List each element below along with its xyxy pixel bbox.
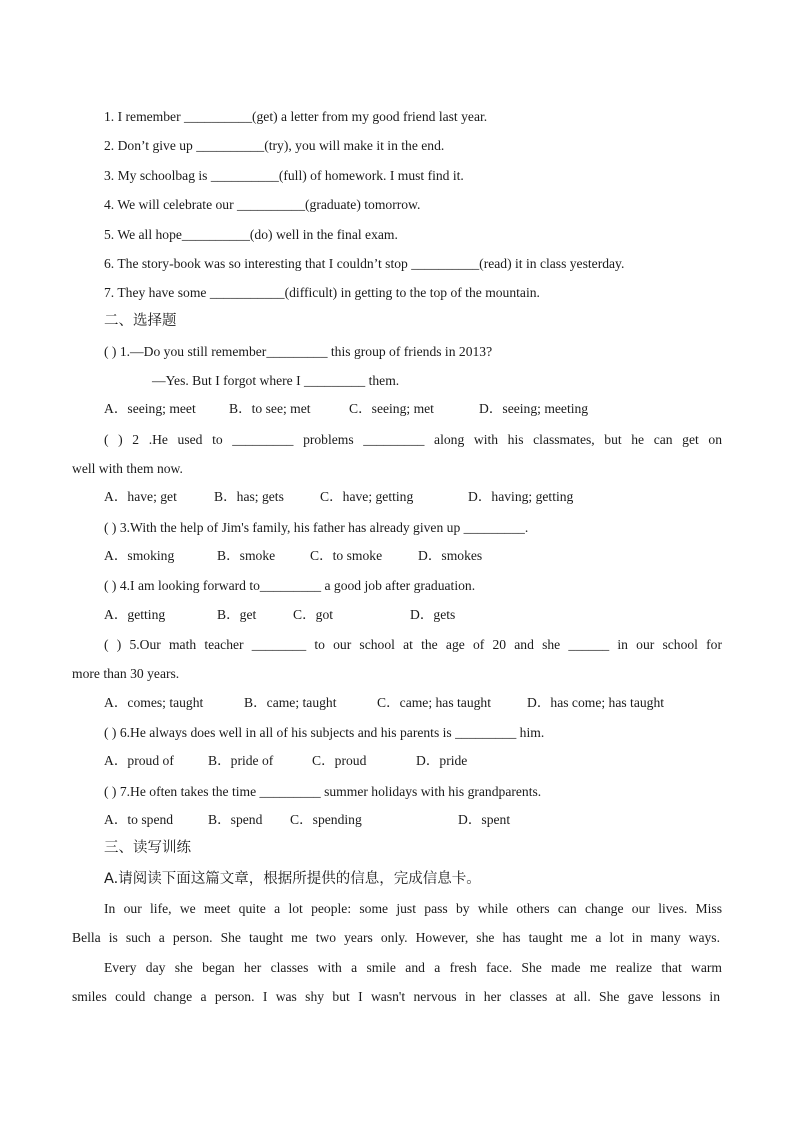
option-d: D．spent [458,812,511,827]
choice-options-5 [104,694,722,712]
passage-paragraph-1-line-2: Bella is such a person. She taught me two years only. However, she has taught me a lot in many ways. [72,930,720,945]
option-a: A．getting [104,607,166,622]
option-a: A．to spend [104,812,174,827]
choice-options-1 [104,400,722,418]
choice-options-6 [104,752,722,770]
fill-item-1: 1. I remember __________(get) a letter from my good friend last year. [104,109,488,124]
option-c: C．spending [290,812,362,827]
option-a: A．seeing; meet [104,401,196,416]
passage-paragraph-2-line-1: Every day she began her classes with a smile and a fresh face. She made me realize that warm [104,960,722,975]
reading-instruction: A.请阅读下面这篇文章，根据所提供的信息，完成信息卡。 [104,871,481,887]
section-heading-choice: 二、选择题 [104,313,177,329]
fill-item-4: 4. We will celebrate our __________(graduate) tomorrow. [104,197,421,212]
option-d: D．smokes [418,548,483,563]
option-b: B．has; gets [214,489,284,504]
choice-options-3 [104,547,722,565]
fill-item-7: 7. They have some ___________(difficult) in getting to the top of the mountain. [104,285,540,300]
fill-item-5: 5. We all hope__________(do) well in the final exam. [104,227,398,242]
option-a: A．smoking [104,548,175,563]
option-b: B．smoke [217,548,276,563]
section-heading-reading: 三、读写训练 [104,840,191,856]
option-a: A．have; get [104,489,177,504]
fill-item-6: 6. The story-book was so interesting that I couldn’t stop __________(read) it in class yesterday. [104,256,625,271]
choice-question-5-continued: more than 30 years. [72,666,180,681]
fill-item-2: 2. Don’t give up __________(try), you will make it in the end. [104,138,445,153]
option-b: B．spend [208,812,263,827]
choice-question-3: ( ) 3.With the help of Jim's family, his father has already given up _________. [104,520,529,535]
option-c: C．to smoke [310,548,383,563]
choice-question-2: ( ) 2 .He used to _________ problems _________ along with his classmates, but he can get on [104,432,722,447]
option-a: A．proud of [104,753,174,768]
option-d: D．having; getting [468,489,574,504]
option-c: C．proud [312,753,367,768]
option-b: B．to see; met [229,401,311,416]
choice-question-7: ( ) 7.He often takes the time _________ summer holidays with his grandparents. [104,784,542,799]
choice-question-2-continued: well with them now. [72,461,183,476]
choice-options-2 [104,488,722,506]
passage-paragraph-1-line-1: In our life, we meet quite a lot people: some just pass by while others can change our lives. Miss [104,901,722,916]
option-d: D．has come; has taught [527,695,665,710]
fill-item-3: 3. My schoolbag is __________(full) of homework. I must find it. [104,168,464,183]
option-a: A．comes; taught [104,695,204,710]
option-c: C．came; has taught [377,695,492,710]
choice-options-7 [104,811,722,829]
choice-question-5: ( ) 5.Our math teacher ________ to our school at the age of 20 and she ______ in our school for [104,637,722,652]
choice-options-4 [104,606,722,624]
passage-paragraph-2-line-2: smiles could change a person. I was shy but I wasn't nervous in her classes at all. She gave lessons in [72,989,720,1004]
option-d: D．seeing; meeting [479,401,589,416]
option-b: B．get [217,607,257,622]
option-b: B．pride of [208,753,274,768]
option-c: C．have; getting [320,489,414,504]
option-d: D．pride [416,753,468,768]
option-b: B．came; taught [244,695,337,710]
option-c: C．seeing; met [349,401,434,416]
choice-question-1: ( ) 1.—Do you still remember_________ this group of friends in 2013? [104,344,493,359]
option-c: C．got [293,607,334,622]
choice-question-6: ( ) 6.He always does well in all of his subjects and his parents is _________ him. [104,725,545,740]
choice-question-1-reply: —Yes. But I forgot where I _________ them. [152,373,400,388]
option-d: D．gets [410,607,456,622]
choice-question-4: ( ) 4.I am looking forward to_________ a good job after graduation. [104,578,476,593]
